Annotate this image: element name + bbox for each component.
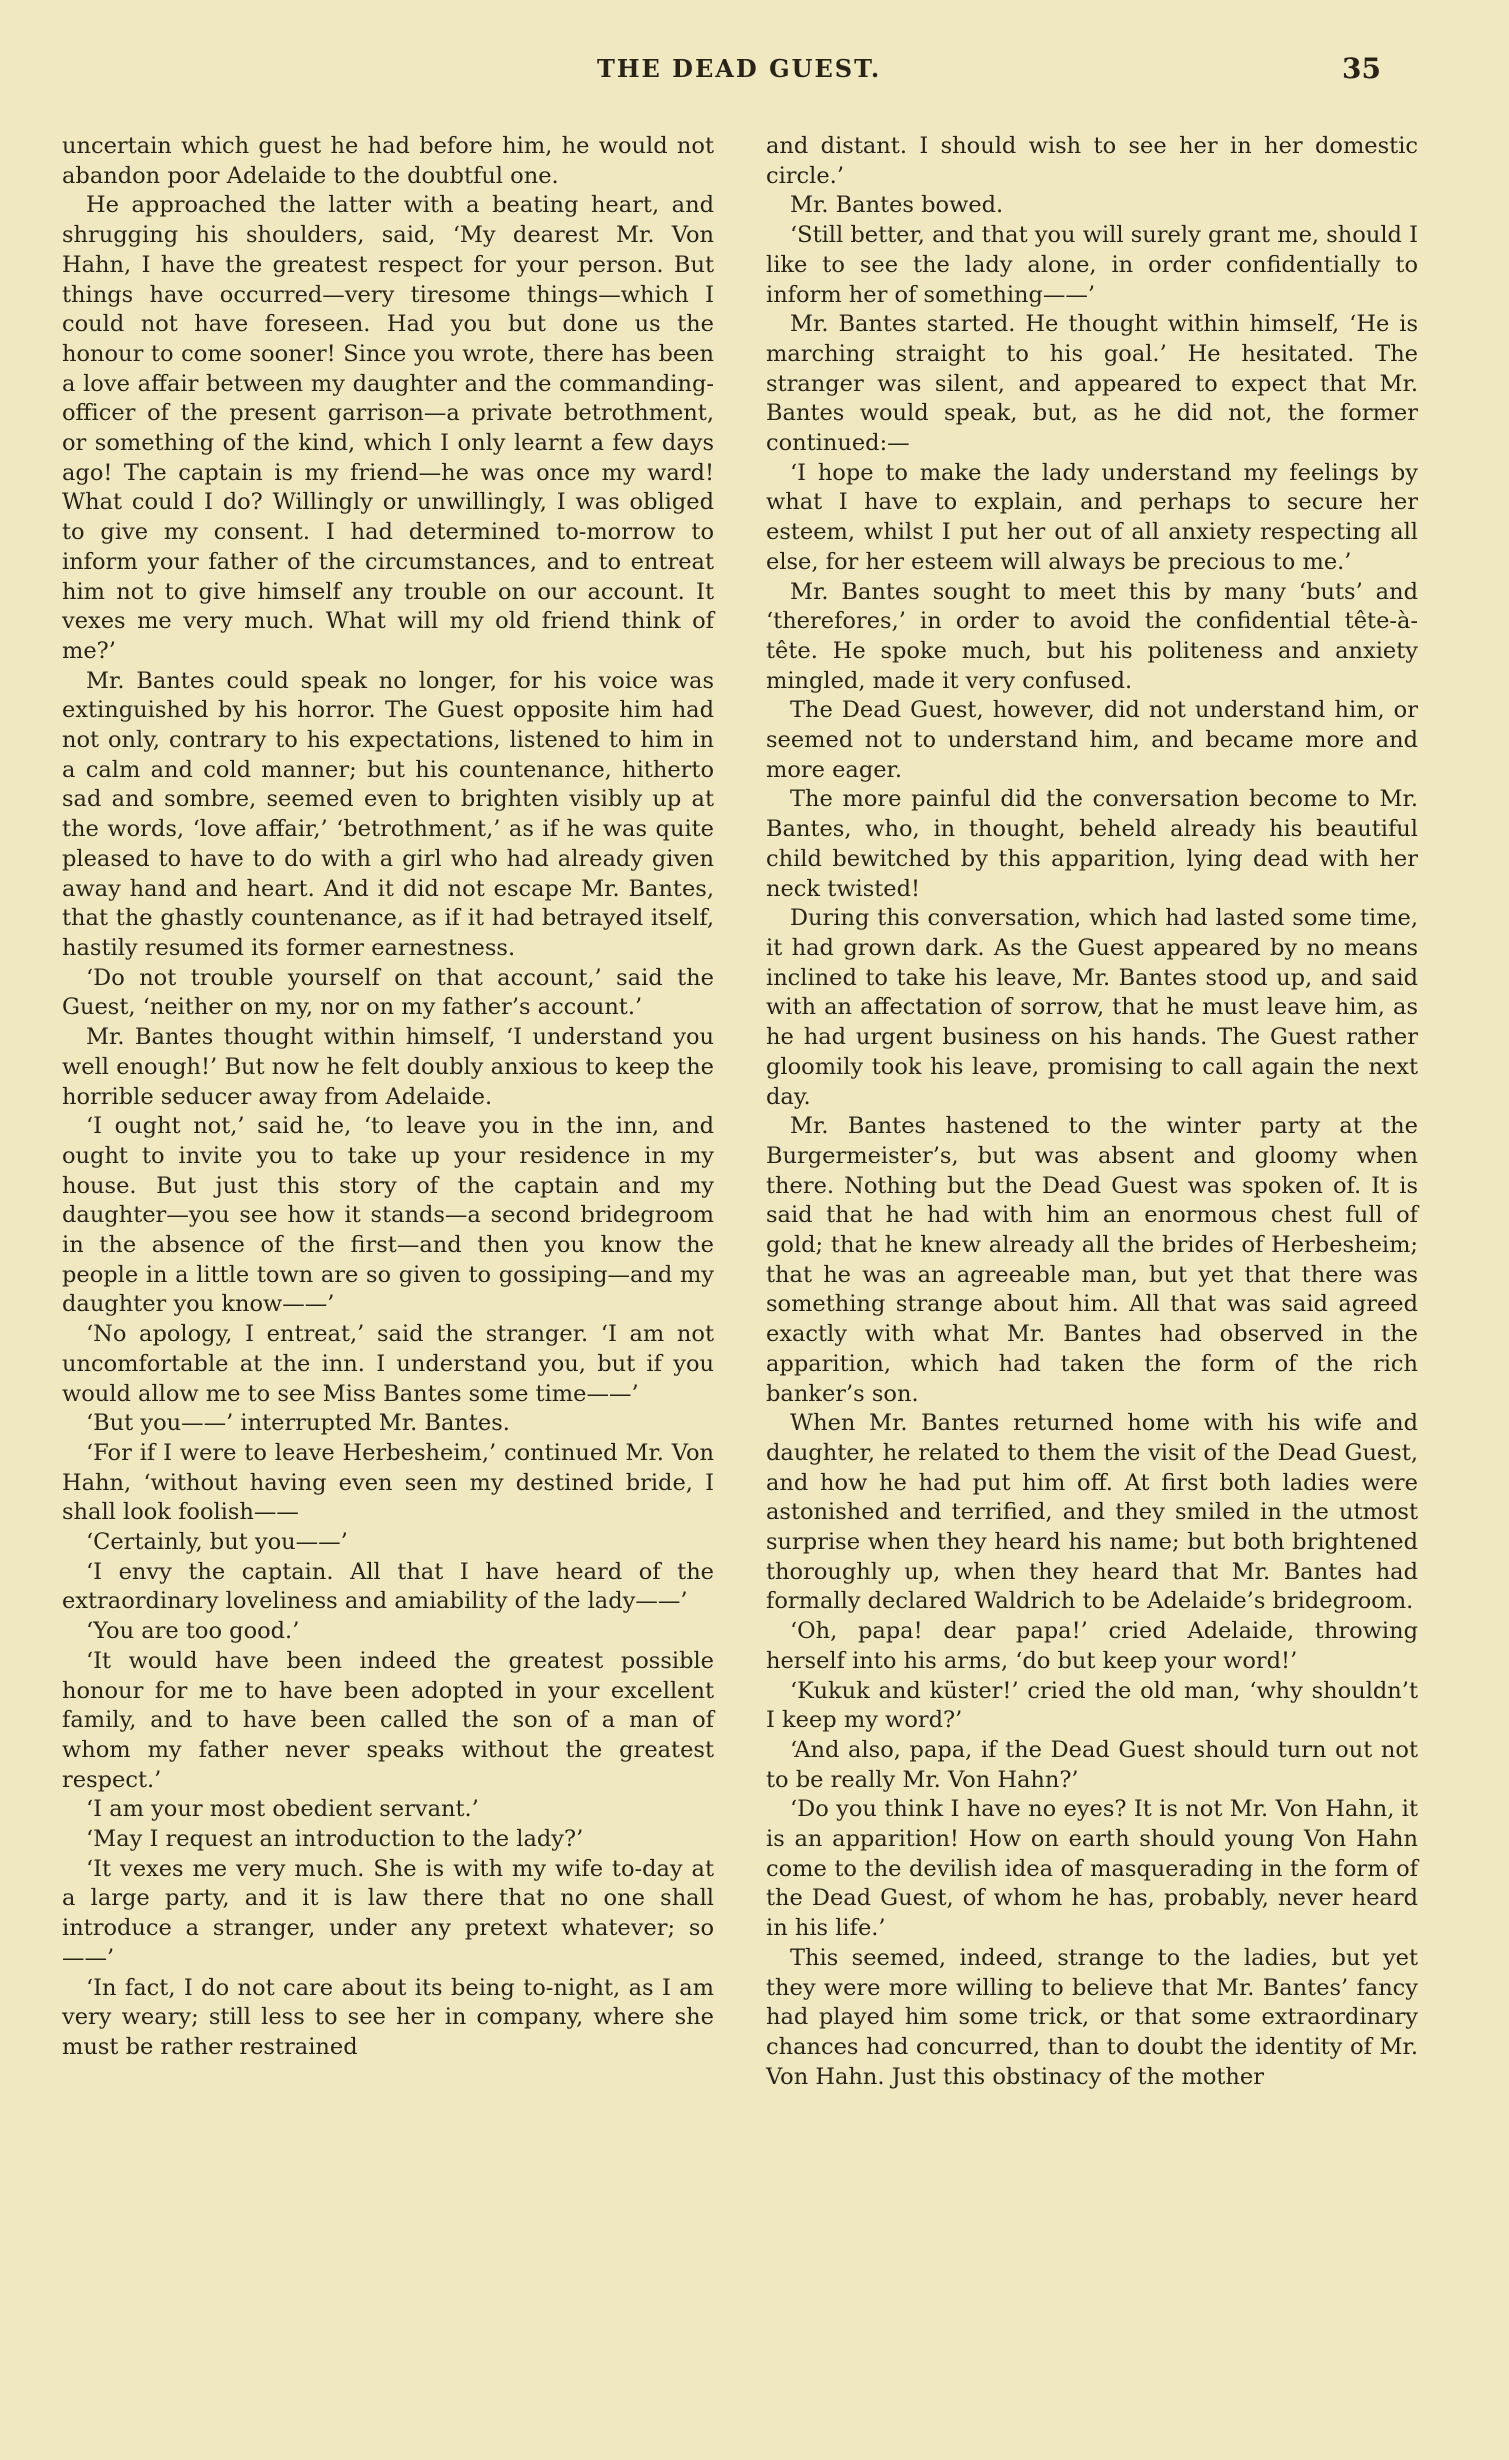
paragraph: The more painful did the conversation become to Mr. Bantes, who, in thought, beheld already his beautiful child bewitched by this apparition, lying dead with her neck twisted! [766, 786, 1418, 902]
paragraph: Mr. Bantes could speak no longer, for his voice was extinguished by his horror. The Guest opposite him had not only, contrary to his expectations, listened to him in a calm and cold manner; but his countenance, hitherto sad and sombre, seemed even to brighten visibly up at the words, ‘love affair,’ ‘betrothment,’ as if he was quite pleased to have to do with a girl who had already given away hand and heart. And it did not escape Mr. Bantes, that the ghastly countenance, as if it had betrayed itself, hastily resumed its former earnestness. [62, 667, 714, 961]
paragraph: ‘It would have been indeed the greatest possible honour for me to have been adopted in your excellent family, and to have been called the son of a man of whom my father never speaks without the greatest respect.’ [62, 1647, 714, 1793]
paragraph: ‘I am your most obedient servant.’ [86, 1796, 479, 1823]
paragraph: ‘I hope to make the lady understand my feelings by what I have to explain, and perhaps to secure her esteem, whilst I put her out of all anxiety respecting all else, for her esteem will always be precious to me.’ [766, 459, 1418, 575]
paragraph: Mr. Bantes thought within himself, ‘I understand you well enough!’ But now he felt doubly anxious to keep the horrible seducer away from Adelaide. [62, 1024, 714, 1110]
paragraph: He approached the latter with a beating heart, and shrugging his shoulders, said, ‘My dearest Mr. Von Hahn, I have the greatest respect for your person. But things have occurred—very tiresome things—which I could not have foreseen. Had you but done us the honour to come sooner! Since you wrote, there has been a love affair between my daughter and the commanding-officer of the present garrison—a private betrothment, or something of the kind, which I only learnt a few days ago! The captain is my friend—he was once my ward! What could I do? Willingly or unwillingly, I was obliged to give my consent. I had determined to-morrow to inform your father of the circumstances, and to entreat him not to give himself any trouble on our account. It vexes me very much. What will my old friend think of me?’ [62, 192, 714, 664]
paragraph: ‘Still better, and that you will surely grant me, should I like to see the lady alone, in order confidentially to inform her of something——’ [766, 222, 1418, 308]
paragraph: ‘But you——’ interrupted Mr. Bantes. [86, 1410, 510, 1437]
paragraph: ‘Do not trouble yourself on that account,’ said the Guest, ‘neither on my, nor on my father’s account.’ [62, 964, 714, 1021]
paragraph: When Mr. Bantes returned home with his wife and daughter, he related to them the visit of the Dead Guest, and how he had put him off. At first both ladies were astonished and terrified, and they smiled in the utmost surprise when they heard his name; but both brightened thoroughly up, when they heard that Mr. Bantes had formally declared Waldrich to be Adelaide’s bridegroom. [766, 1410, 1418, 1615]
paragraph: Mr. Bantes bowed. [790, 192, 1004, 219]
paragraph: Mr. Bantes hastened to the winter party at the Burgermeister’s, but was absent and gloomy when there. Nothing but the Dead Guest was spoken of. It is said that he had with him an enormous chest full of gold; that he knew already all the brides of Herbesheim; that he was an agreeable man, but yet that there was something strange about him. All that was said agreed exactly with what Mr. Bantes had observed in the apparition, which had taken the form of the rich banker’s son. [766, 1113, 1418, 1407]
page-header [0, 52, 1509, 92]
paragraph: ‘Oh, papa! dear papa!’ cried Adelaide, throwing herself into his arms, ‘do but keep your word!’ [766, 1618, 1418, 1674]
paragraph: and distant. I should wish to see her in her domestic circle.’ [766, 133, 1418, 189]
paragraph: ‘May I request an introduction to the lady?’ [86, 1826, 584, 1853]
paragraph: ‘It vexes me very much. She is with my wife to-day at a large party, and it is law there that no one shall introduce a stranger, under any pretext whatever; so——’ [62, 1855, 714, 1971]
paragraph: ‘And also, papa, if the Dead Guest should turn out not to be really Mr. Von Hahn?’ [766, 1736, 1418, 1793]
paragraph: ‘I envy the captain. All that I have heard of the extraordinary loveliness and amiability of the lady——’ [62, 1558, 714, 1615]
left-column [62, 132, 714, 2063]
paragraph: ‘In fact, I do not care about its being to-night, as I am very weary; still less to see her in company, where she must be rather restrained [62, 1974, 714, 2060]
paragraph: uncertain which guest he had before him, he would not abandon poor Adelaide to the doubtful one. [62, 133, 714, 189]
paragraph: ‘No apology, I entreat,’ said the stranger. ‘I am not uncomfortable at the inn. I understand you, but if you would allow me to see Miss Bantes some time——’ [62, 1321, 714, 1407]
paragraph: Mr. Bantes started. He thought within himself, ‘He is marching straight to his goal.’ He hesitated. The stranger was silent, and appeared to expect that Mr. Bantes would speak, but, as he did not, the former continued:— [766, 311, 1418, 457]
paragraph: During this conversation, which had lasted some time, it had grown dark. As the Guest appeared by no means inclined to take his leave, Mr. Bantes stood up, and said with an affectation of sorrow, that he must leave him, as he had urgent business on his hands. The Guest rather gloomily took his leave, promising to call again the next day. [766, 905, 1418, 1110]
running-title: THE DEAD GUEST. [597, 54, 882, 83]
paragraph: ‘For if I were to leave Herbesheim,’ continued Mr. Von Hahn, ‘without having even seen my destined bride, I shall look foolish—— [62, 1439, 714, 1526]
paragraph: Mr. Bantes sought to meet this by many ‘buts’ and ‘therefores,’ in order to avoid the confidential tête-à-tête. He spoke much, but his politeness and anxiety mingled, made it very confused. [766, 578, 1418, 694]
paragraph: This seemed, indeed, strange to the ladies, but yet they were more willing to believe that Mr. Bantes’ fancy had played him some trick, or that some extraordinary chances had concurred, than to doubt the identity of Mr. Von Hahn. Just this obstinacy of the mother [766, 1944, 1418, 2090]
paragraph: ‘I ought not,’ said he, ‘to leave you in the inn, and ought to invite you to take up your residence in my house. But just this story of the captain and my daughter—you see how it stands—a second bridegroom in the absence of the first—and then you know the people in a little town are so given to gossiping—and my daughter you know——’ [62, 1113, 714, 1318]
paragraph: ‘Kukuk and küster!’ cried the old man, ‘why shouldn’t I keep my word?’ [766, 1677, 1418, 1734]
right-column [766, 132, 1418, 2092]
paragraph: The Dead Guest, however, did not understand him, or seemed not to understand him, and became more and more eager. [766, 697, 1418, 783]
paragraph: ‘You are too good.’ [86, 1618, 300, 1645]
paragraph: ‘Do you think I have no eyes? It is not Mr. Von Hahn, it is an apparition! How on earth should young Von Hahn come to the devilish idea of masquerading in the form of the Dead Guest, of whom he has, probably, never heard in his life.’ [766, 1796, 1418, 1942]
paragraph: ‘Certainly, but you——’ [86, 1529, 348, 1556]
page-number: 35 [1342, 52, 1381, 85]
